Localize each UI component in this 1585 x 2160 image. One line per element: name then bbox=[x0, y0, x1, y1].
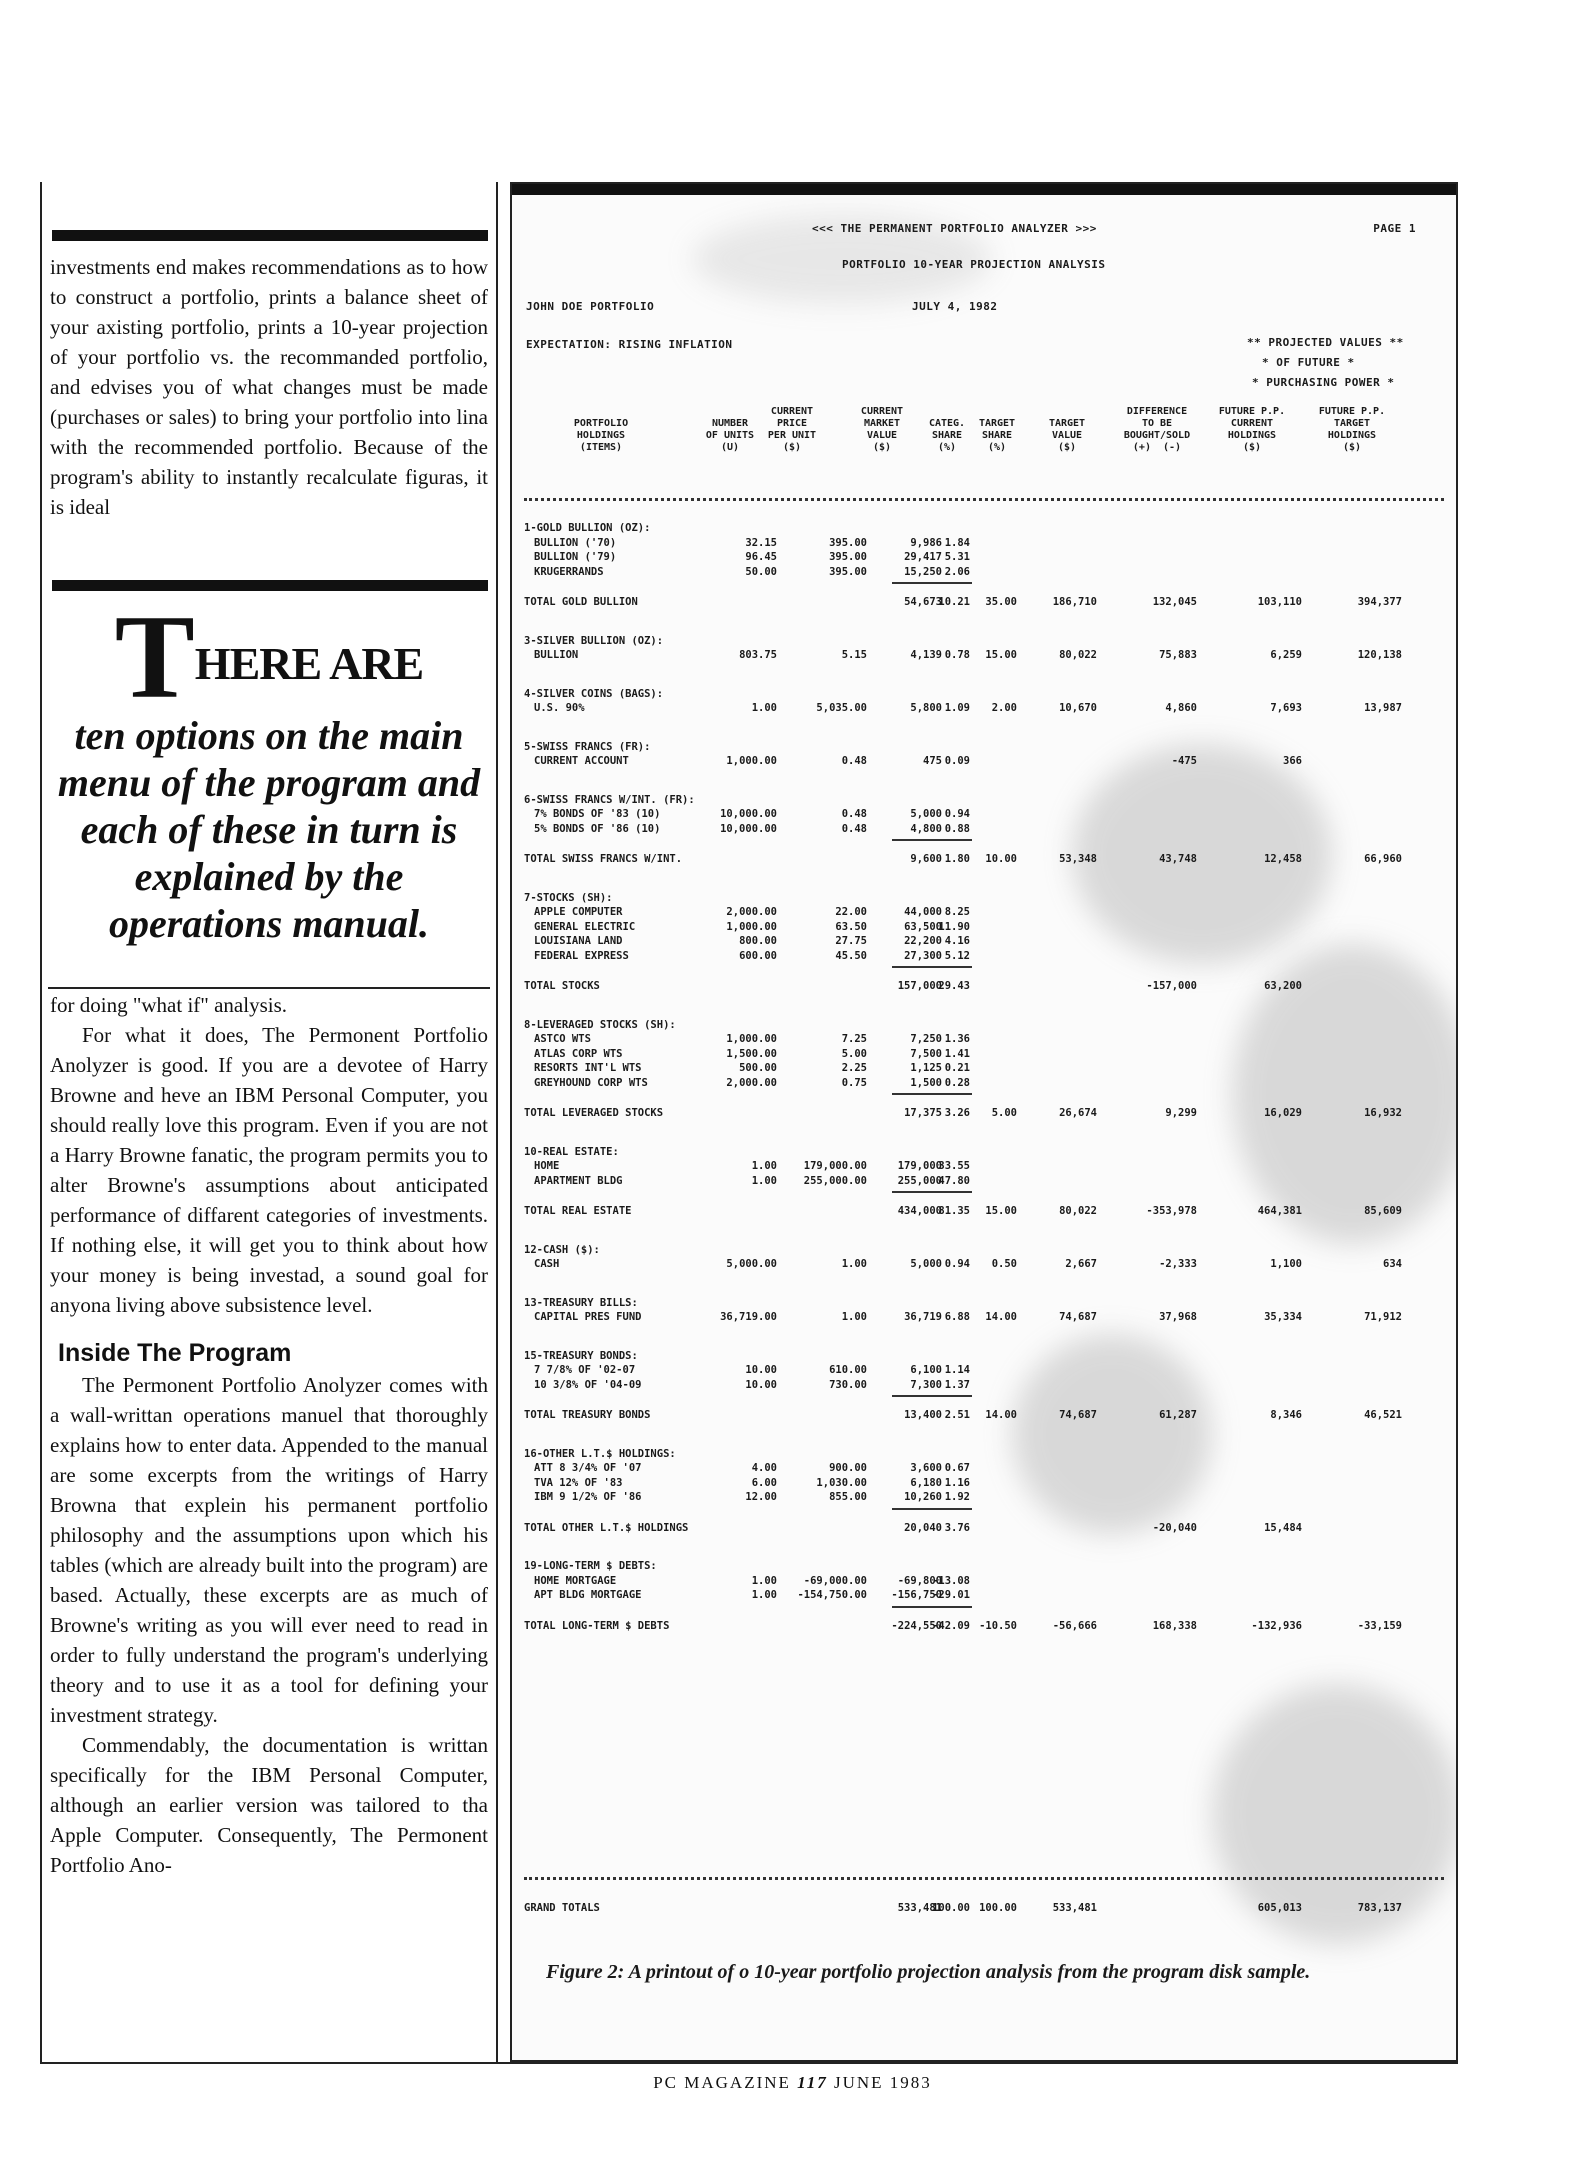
pullquote-lead: HERE ARE bbox=[194, 638, 424, 689]
holding-item: APT BLDG MORTGAGE bbox=[534, 1589, 642, 1601]
cell-units: 4.00 bbox=[751, 1462, 777, 1474]
header-divider bbox=[524, 498, 1444, 501]
cell-units: 600.00 bbox=[739, 949, 777, 962]
cell-price: 7.25 bbox=[841, 1033, 867, 1045]
cell-value: 6,180 bbox=[910, 1476, 942, 1489]
column-header: CATEG. SHARE (%) bbox=[928, 418, 966, 453]
holding-item: FEDERAL EXPRESS bbox=[534, 949, 629, 962]
cell-price: 45.50 bbox=[835, 949, 867, 962]
subtotal-rule bbox=[892, 966, 972, 968]
cell-value: 6,100 bbox=[910, 1364, 942, 1376]
holding-item: APPLE COMPUTER bbox=[534, 906, 623, 918]
cell-price: 0.48 bbox=[841, 755, 867, 767]
footer-rule bbox=[40, 2062, 1458, 2064]
holding-item: ATT 8 3/4% OF '07 bbox=[534, 1462, 642, 1474]
holding-item: 7% BONDS OF '83 (10) bbox=[534, 808, 661, 820]
cell-fut-tgt: 66,960 bbox=[1364, 853, 1402, 865]
subtotal-rule bbox=[892, 1508, 972, 1510]
printout-title: <<< THE PERMANENT PORTFOLIO ANALYZER >>> bbox=[812, 222, 1097, 235]
cell-diff: 75,883 bbox=[1159, 649, 1197, 661]
cell-fut-cur: 63,200 bbox=[1264, 980, 1302, 992]
portfolio-name: JOHN DOE PORTFOLIO bbox=[526, 300, 655, 313]
cell-value: 533,481 bbox=[897, 1902, 942, 1914]
cell-price: 5.00 bbox=[841, 1047, 867, 1060]
cell-fut-cur: -132,936 bbox=[1251, 1619, 1302, 1632]
page-footer bbox=[0, 2073, 1585, 2093]
holding-item: CAPITAL PRES FUND bbox=[534, 1311, 642, 1323]
cell-units: 10.00 bbox=[745, 1364, 777, 1376]
cell-price: 610.00 bbox=[829, 1364, 867, 1376]
holding-item: CASH bbox=[534, 1258, 560, 1270]
pullquote-drop-cap: T bbox=[114, 590, 195, 723]
cell-share: -42.09 bbox=[932, 1619, 970, 1632]
group-heading: 6-SWISS FRANCS W/INT. (FR): bbox=[524, 793, 695, 806]
cell-share: 1.14 bbox=[944, 1364, 970, 1376]
cell-diff: -157,000 bbox=[1146, 980, 1197, 992]
cell-value: 434,000 bbox=[897, 1205, 942, 1217]
cell-share: 81.35 bbox=[938, 1205, 970, 1217]
cell-price: 395.00 bbox=[829, 565, 867, 578]
cell-price: 395.00 bbox=[829, 536, 867, 549]
top-divider bbox=[52, 230, 488, 241]
cell-share: 33.55 bbox=[938, 1160, 970, 1172]
group-heading: 8-LEVERAGED STOCKS (SH): bbox=[524, 1018, 676, 1031]
intro-paragraph bbox=[42, 252, 496, 522]
cell-units: 800.00 bbox=[739, 935, 777, 947]
cell-target-value: 74,687 bbox=[1059, 1409, 1097, 1421]
figure-caption: Figure 2: A printout of o 10-year portfolio projection analysis from the program disk sample. bbox=[546, 1961, 1311, 1983]
printout-figure bbox=[510, 182, 1458, 2062]
cell-target-value: 533,481 bbox=[1052, 1902, 1097, 1914]
cell-target-share: 15.00 bbox=[985, 1205, 1017, 1217]
group-heading: 3-SILVER BULLION (OZ): bbox=[524, 634, 664, 647]
cell-units: 1,000.00 bbox=[726, 1033, 777, 1045]
cell-units: 1,000.00 bbox=[726, 920, 777, 933]
cell-value: 13,400 bbox=[904, 1409, 942, 1421]
cell-units: 5,000.00 bbox=[726, 1258, 777, 1270]
cell-target-share: 14.00 bbox=[985, 1311, 1017, 1323]
cell-fut-cur: 8,346 bbox=[1270, 1409, 1302, 1421]
cell-units: 1.00 bbox=[751, 1589, 777, 1601]
cell-share: 10.21 bbox=[938, 596, 970, 608]
cell-value: 27,300 bbox=[904, 949, 942, 962]
grand-total-label: GRAND TOTALS bbox=[524, 1902, 600, 1914]
group-total-label: TOTAL LEVERAGED STOCKS bbox=[524, 1107, 664, 1119]
subtotal-rule bbox=[892, 839, 972, 841]
paragraph: The Permonent Portfolio Anolyzer comes with a wall-writtan operations manuel that thoroughly explains how to enter data. Appended to the manual are some excerpts from the writings of Harry Browna that explein his permanent portfolio philosophy and the assumptions upon which his tables (which are already built into the program) are based. Actually, these excerpts are as much of Browne's writing as you will ever need to read in order to fully understand the program's underlying theory and to use it as a tool for defining your investment strategy. bbox=[50, 1373, 488, 1727]
group-heading: 15-TREASURY BONDS: bbox=[524, 1349, 638, 1362]
cell-share: 8.25 bbox=[944, 906, 970, 918]
cell-price: 63.50 bbox=[835, 920, 867, 933]
cell-share: 1.92 bbox=[944, 1491, 970, 1503]
cell-diff: 9,299 bbox=[1165, 1107, 1197, 1119]
grand-total-divider bbox=[524, 1877, 1444, 1880]
cell-units: 1.00 bbox=[751, 702, 777, 714]
cell-value: 1,125 bbox=[910, 1062, 942, 1074]
holding-item: BULLION bbox=[534, 649, 579, 661]
cell-value: -69,800 bbox=[897, 1574, 942, 1587]
cell-diff: -20,040 bbox=[1152, 1521, 1197, 1534]
group-heading: 1-GOLD BULLION (OZ): bbox=[524, 522, 651, 534]
cell-target-value: -56,666 bbox=[1052, 1619, 1097, 1632]
cell-share: 0.21 bbox=[944, 1062, 970, 1074]
cell-fut-cur: 35,334 bbox=[1264, 1311, 1302, 1323]
column-header: NUMBER OF UNITS (U) bbox=[705, 418, 755, 453]
cell-share: 3.26 bbox=[944, 1107, 970, 1119]
cell-fut-cur: 7,693 bbox=[1270, 702, 1302, 714]
cell-diff: 43,748 bbox=[1159, 853, 1197, 865]
cell-value: 7,500 bbox=[910, 1047, 942, 1060]
intro-text: investments end makes recommendations as to how to construct a portfolio, prints a balance sheet of your axisting portfolio, prints a 10-year projection of your portfolio vs. the recommanded portfolio, and edvises you of what changes must be made (purchases or sales) to bring your portfolio into lina with the recommended portfolio. Because of the program's ability to instantly recalculate figuras, it is ideal bbox=[50, 255, 488, 519]
cell-price: 0.48 bbox=[841, 822, 867, 835]
cell-value: 157,000 bbox=[897, 980, 942, 992]
cell-value: 17,375 bbox=[904, 1107, 942, 1119]
cell-value: 22,200 bbox=[904, 935, 942, 947]
magazine-name: PC MAGAZINE bbox=[653, 2073, 791, 2092]
cell-share: 0.78 bbox=[944, 649, 970, 661]
cell-share: 5.12 bbox=[944, 949, 970, 962]
subtotal-rule bbox=[892, 1395, 972, 1397]
holding-item: ATLAS CORP WTS bbox=[534, 1047, 623, 1060]
cell-value: 44,000 bbox=[904, 906, 942, 918]
subtotal-rule bbox=[892, 1093, 972, 1095]
cell-target-share: 0.50 bbox=[991, 1258, 1017, 1270]
subtotal-rule bbox=[892, 582, 972, 584]
cell-target-share: 10.00 bbox=[985, 853, 1017, 865]
cell-value: 1,500 bbox=[910, 1076, 942, 1089]
cell-share: 1.16 bbox=[944, 1476, 970, 1489]
holding-item: GREYHOUND CORP WTS bbox=[534, 1076, 648, 1089]
cell-price: 179,000.00 bbox=[803, 1160, 867, 1172]
page-number: 117 bbox=[797, 2073, 828, 2092]
group-total-label: TOTAL TREASURY BONDS bbox=[524, 1409, 651, 1421]
column-header: FUTURE P.P. TARGET HOLDINGS ($) bbox=[1318, 406, 1386, 453]
subtotal-rule bbox=[892, 1191, 972, 1193]
cell-value: 5,800 bbox=[910, 702, 942, 714]
cell-price: 1,030.00 bbox=[816, 1476, 867, 1489]
cell-fut-cur: 16,029 bbox=[1264, 1107, 1302, 1119]
group-heading: 7-STOCKS (SH): bbox=[524, 891, 613, 904]
cell-price: 255,000.00 bbox=[803, 1174, 867, 1187]
cell-target-value: 80,022 bbox=[1059, 1205, 1097, 1217]
cell-share: 3.76 bbox=[944, 1521, 970, 1534]
cell-target-share: 5.00 bbox=[991, 1107, 1017, 1119]
holding-item: RESORTS INT'L WTS bbox=[534, 1062, 642, 1074]
group-total-label: TOTAL STOCKS bbox=[524, 980, 600, 992]
column-header: TARGET VALUE ($) bbox=[1048, 418, 1086, 453]
holding-item: LOUISIANA LAND bbox=[534, 935, 623, 947]
cell-share: 0.94 bbox=[944, 808, 970, 820]
subtotal-rule bbox=[892, 1606, 972, 1608]
cell-target-value: 80,022 bbox=[1059, 649, 1097, 661]
cell-fut-tgt: 783,137 bbox=[1357, 1902, 1402, 1914]
cell-fut-cur: 12,458 bbox=[1264, 853, 1302, 865]
section-heading: Inside The Program bbox=[58, 1339, 292, 1367]
cell-share: 11.90 bbox=[938, 920, 970, 933]
holding-item: 7 7/8% OF '02-07 bbox=[534, 1364, 636, 1376]
printout-page-label: PAGE 1 bbox=[1373, 222, 1416, 235]
column-header: FUTURE P.P. CURRENT HOLDINGS ($) bbox=[1218, 406, 1286, 453]
figure-top-bar bbox=[512, 184, 1456, 195]
cell-fut-cur: 605,013 bbox=[1257, 1902, 1302, 1914]
cell-diff: -353,978 bbox=[1146, 1205, 1197, 1217]
cell-price: 395.00 bbox=[829, 551, 867, 563]
cell-target-share: 100.00 bbox=[979, 1902, 1017, 1914]
cell-price: 5,035.00 bbox=[816, 702, 867, 714]
expectation-label: EXPECTATION: RISING INFLATION bbox=[526, 338, 733, 351]
cell-diff: 168,338 bbox=[1152, 1619, 1197, 1632]
cell-value: 9,986 bbox=[910, 536, 942, 549]
cell-value: 4,139 bbox=[910, 649, 942, 661]
cell-price: -69,000.00 bbox=[803, 1574, 867, 1587]
cell-diff: 61,287 bbox=[1159, 1409, 1197, 1421]
cell-value: 7,250 bbox=[910, 1033, 942, 1045]
cell-share: -13.08 bbox=[932, 1574, 970, 1587]
cell-units: 96.45 bbox=[745, 551, 777, 563]
cell-units: 1,500.00 bbox=[726, 1047, 777, 1060]
group-total-label: TOTAL LONG-TERM $ DEBTS bbox=[524, 1619, 670, 1632]
cell-value: 36,719 bbox=[904, 1311, 942, 1323]
cell-share: -29.01 bbox=[932, 1589, 970, 1601]
cell-fut-cur: 103,110 bbox=[1257, 596, 1302, 608]
cell-units: 12.00 bbox=[745, 1491, 777, 1503]
cell-value: -224,550 bbox=[891, 1619, 942, 1632]
cell-target-value: 2,667 bbox=[1065, 1258, 1097, 1270]
holding-item: HOME MORTGAGE bbox=[534, 1574, 617, 1587]
cell-fut-tgt: 71,912 bbox=[1364, 1311, 1402, 1323]
cell-share: 0.09 bbox=[944, 755, 970, 767]
cell-price: 0.48 bbox=[841, 808, 867, 820]
cell-share: 1.37 bbox=[944, 1378, 970, 1391]
cell-share: 5.31 bbox=[944, 551, 970, 563]
cell-value: -156,750 bbox=[891, 1589, 942, 1601]
cell-target-value: 26,674 bbox=[1059, 1107, 1097, 1119]
holding-item: ASTCO WTS bbox=[534, 1033, 591, 1045]
holding-item: GENERAL ELECTRIC bbox=[534, 920, 636, 933]
cell-price: -154,750.00 bbox=[797, 1589, 867, 1601]
cell-diff: 37,968 bbox=[1159, 1311, 1197, 1323]
cell-value: 15,250 bbox=[904, 565, 942, 578]
cell-value: 475 bbox=[923, 755, 942, 767]
paragraph: Commendably, the documentation is writtan specifically for the IBM Personal Computer, although an earlier version was tailored to tha Apple Computer. Consequently, The Permonent Portfolio Ano- bbox=[50, 1733, 488, 1877]
portfolio-date: JULY 4, 1982 bbox=[912, 300, 998, 313]
cell-target-share: 35.00 bbox=[985, 596, 1017, 608]
cell-share: 2.06 bbox=[944, 565, 970, 578]
paragraph: For what it does, The Permonent Portfolio Anolyzer is good. If you are a devotee of Harry Browne and heve an IBM Personal Computer, you should really love this program. Even if you are not a Harry Browne fanatic, the program permits you to alter Browne's assumptions about anticipated performance of diffarent categories of investments. If nothing else, it will get you to think about how your money is being investad, a sound goal for anyona living above subsistence level. bbox=[50, 1023, 488, 1317]
cell-share: 0.94 bbox=[944, 1258, 970, 1270]
column-header: CURRENT MARKET VALUE ($) bbox=[860, 406, 904, 453]
cell-units: 50.00 bbox=[745, 565, 777, 578]
cell-share: 0.67 bbox=[944, 1462, 970, 1474]
paragraph: for doing "what if" analysis. bbox=[50, 993, 288, 1017]
cell-target-value: 74,687 bbox=[1059, 1311, 1097, 1323]
cell-target-value: 10,670 bbox=[1059, 702, 1097, 714]
cell-share: 29.43 bbox=[938, 980, 970, 992]
column-header: DIFFERENCE TO BE BOUGHT/SOLD (+) (-) bbox=[1123, 406, 1191, 453]
holding-item: U.S. 90% bbox=[534, 702, 585, 714]
cell-price: 730.00 bbox=[829, 1378, 867, 1391]
cell-value: 63,500 bbox=[904, 920, 942, 933]
cell-units: 6.00 bbox=[751, 1476, 777, 1489]
note-line: * PURCHASING POWER * bbox=[1252, 376, 1395, 389]
cell-price: 1.00 bbox=[841, 1258, 867, 1270]
cell-fut-cur: 464,381 bbox=[1257, 1205, 1302, 1217]
cell-price: 27.75 bbox=[835, 935, 867, 947]
cell-fut-tgt: -33,159 bbox=[1357, 1619, 1402, 1632]
group-heading: 13-TREASURY BILLS: bbox=[524, 1296, 638, 1309]
group-heading: 19-LONG-TERM $ DEBTS: bbox=[524, 1560, 657, 1572]
cell-units: 10,000.00 bbox=[720, 822, 777, 835]
cell-units: 1.00 bbox=[751, 1160, 777, 1172]
group-heading: 10-REAL ESTATE: bbox=[524, 1145, 619, 1158]
note-line: ** PROJECTED VALUES ** bbox=[1247, 336, 1404, 349]
group-heading: 16-OTHER L.T.$ HOLDINGS: bbox=[524, 1447, 676, 1460]
cell-units: 10,000.00 bbox=[720, 808, 777, 820]
pull-quote bbox=[48, 590, 490, 947]
cell-target-share: 15.00 bbox=[985, 649, 1017, 661]
cell-share: 1.41 bbox=[944, 1047, 970, 1060]
cell-units: 1.00 bbox=[751, 1174, 777, 1187]
cell-value: 20,040 bbox=[904, 1521, 942, 1534]
group-total-label: TOTAL GOLD BULLION bbox=[524, 596, 638, 608]
cell-fut-cur: 1,100 bbox=[1270, 1258, 1302, 1270]
cell-share: 0.88 bbox=[944, 822, 970, 835]
cell-value: 10,260 bbox=[904, 1491, 942, 1503]
note-line: * OF FUTURE * bbox=[1262, 356, 1355, 369]
cell-units: 1.00 bbox=[751, 1574, 777, 1587]
group-heading: 5-SWISS FRANCS (FR): bbox=[524, 740, 651, 753]
cell-share: 1.09 bbox=[944, 702, 970, 714]
holding-item: TVA 12% OF '83 bbox=[534, 1476, 623, 1489]
cell-share: 4.16 bbox=[944, 935, 970, 947]
cell-diff: 132,045 bbox=[1152, 596, 1197, 608]
cell-value: 3,600 bbox=[910, 1462, 942, 1474]
pullquote-bottom-divider bbox=[48, 987, 490, 989]
cell-fut-tgt: 46,521 bbox=[1364, 1409, 1402, 1421]
cell-fut-cur: 366 bbox=[1283, 755, 1302, 767]
cell-fut-tgt: 394,377 bbox=[1357, 596, 1402, 608]
cell-share: 2.51 bbox=[944, 1409, 970, 1421]
holding-item: CURRENT ACCOUNT bbox=[534, 755, 629, 767]
cell-units: 32.15 bbox=[745, 536, 777, 549]
cell-diff: 4,860 bbox=[1165, 702, 1197, 714]
cell-target-share: 2.00 bbox=[991, 702, 1017, 714]
column-header: PORTFOLIO HOLDINGS (ITEMS) bbox=[573, 418, 629, 453]
cell-fut-cur: 15,484 bbox=[1264, 1521, 1302, 1534]
cell-fut-cur: 6,259 bbox=[1270, 649, 1302, 661]
cell-value: 4,800 bbox=[910, 822, 942, 835]
cell-target-share: 14.00 bbox=[985, 1409, 1017, 1421]
cell-share: 47.80 bbox=[938, 1174, 970, 1187]
cell-value: 255,000 bbox=[897, 1174, 942, 1187]
pullquote-body: ten options on the main menu of the program and each of these in turn is explained by the operations manual. bbox=[57, 713, 481, 946]
cell-target-share: -10.50 bbox=[979, 1619, 1017, 1632]
cell-price: 0.75 bbox=[841, 1076, 867, 1089]
cell-units: 2,000.00 bbox=[726, 906, 777, 918]
group-total-label: TOTAL OTHER L.T.$ HOLDINGS bbox=[524, 1521, 689, 1534]
issue-date: JUNE 1983 bbox=[833, 2073, 932, 2092]
cell-value: 9,600 bbox=[910, 853, 942, 865]
cell-price: 2.25 bbox=[841, 1062, 867, 1074]
cell-units: 803.75 bbox=[739, 649, 777, 661]
cell-value: 5,000 bbox=[910, 808, 942, 820]
cell-fut-tgt: 16,932 bbox=[1364, 1107, 1402, 1119]
cell-fut-tgt: 634 bbox=[1383, 1258, 1402, 1270]
cell-share: 100.00 bbox=[932, 1902, 970, 1914]
article-body bbox=[42, 990, 496, 1880]
cell-target-value: 53,348 bbox=[1059, 853, 1097, 865]
holding-item: 5% BONDS OF '86 (10) bbox=[534, 822, 661, 835]
cell-units: 1,000.00 bbox=[726, 755, 777, 767]
cell-fut-tgt: 85,609 bbox=[1364, 1205, 1402, 1217]
cell-share: 1.84 bbox=[944, 536, 970, 549]
column-header: CURRENT PRICE PER UNIT ($) bbox=[767, 406, 817, 453]
cell-value: 54,673 bbox=[904, 596, 942, 608]
holding-item: HOME bbox=[534, 1160, 560, 1172]
cell-value: 5,000 bbox=[910, 1258, 942, 1270]
printout-subtitle: PORTFOLIO 10-YEAR PROJECTION ANALYSIS bbox=[842, 258, 1106, 271]
cell-price: 22.00 bbox=[835, 906, 867, 918]
article-text-column bbox=[40, 182, 498, 2062]
cell-value: 29,417 bbox=[904, 551, 942, 563]
holding-item: BULLION ('70) bbox=[534, 536, 617, 549]
cell-units: 10.00 bbox=[745, 1378, 777, 1391]
holding-item: APARTMENT BLDG bbox=[534, 1174, 623, 1187]
cell-share: 0.28 bbox=[944, 1076, 970, 1089]
holding-item: KRUGERRANDS bbox=[534, 565, 604, 578]
holding-item: 10 3/8% OF '04-09 bbox=[534, 1378, 642, 1391]
cell-price: 5.15 bbox=[841, 649, 867, 661]
group-heading: 4-SILVER COINS (BAGS): bbox=[524, 687, 664, 700]
cell-target-value: 186,710 bbox=[1052, 596, 1097, 608]
cell-units: 500.00 bbox=[739, 1062, 777, 1074]
holding-item: BULLION ('79) bbox=[534, 551, 617, 563]
cell-fut-tgt: 120,138 bbox=[1357, 649, 1402, 661]
cell-price: 900.00 bbox=[829, 1462, 867, 1474]
group-total-label: TOTAL REAL ESTATE bbox=[524, 1205, 632, 1217]
cell-diff: -475 bbox=[1171, 755, 1197, 767]
group-heading: 12-CASH ($): bbox=[524, 1243, 600, 1256]
cell-price: 1.00 bbox=[841, 1311, 867, 1323]
group-total-label: TOTAL SWISS FRANCS W/INT. bbox=[524, 853, 683, 865]
cell-units: 2,000.00 bbox=[726, 1076, 777, 1089]
scan-noise bbox=[1012, 1334, 1212, 1534]
cell-share: 6.88 bbox=[944, 1311, 970, 1323]
column-header: TARGET SHARE (%) bbox=[978, 418, 1016, 453]
cell-diff: -2,333 bbox=[1159, 1258, 1197, 1270]
cell-price: 855.00 bbox=[829, 1491, 867, 1503]
cell-share: 1.80 bbox=[944, 853, 970, 865]
cell-units: 36,719.00 bbox=[720, 1311, 777, 1323]
cell-share: 1.36 bbox=[944, 1033, 970, 1045]
cell-value: 7,300 bbox=[910, 1378, 942, 1391]
cell-fut-tgt: 13,987 bbox=[1364, 702, 1402, 714]
holding-item: IBM 9 1/2% OF '86 bbox=[534, 1491, 642, 1503]
cell-value: 179,000 bbox=[897, 1160, 942, 1172]
